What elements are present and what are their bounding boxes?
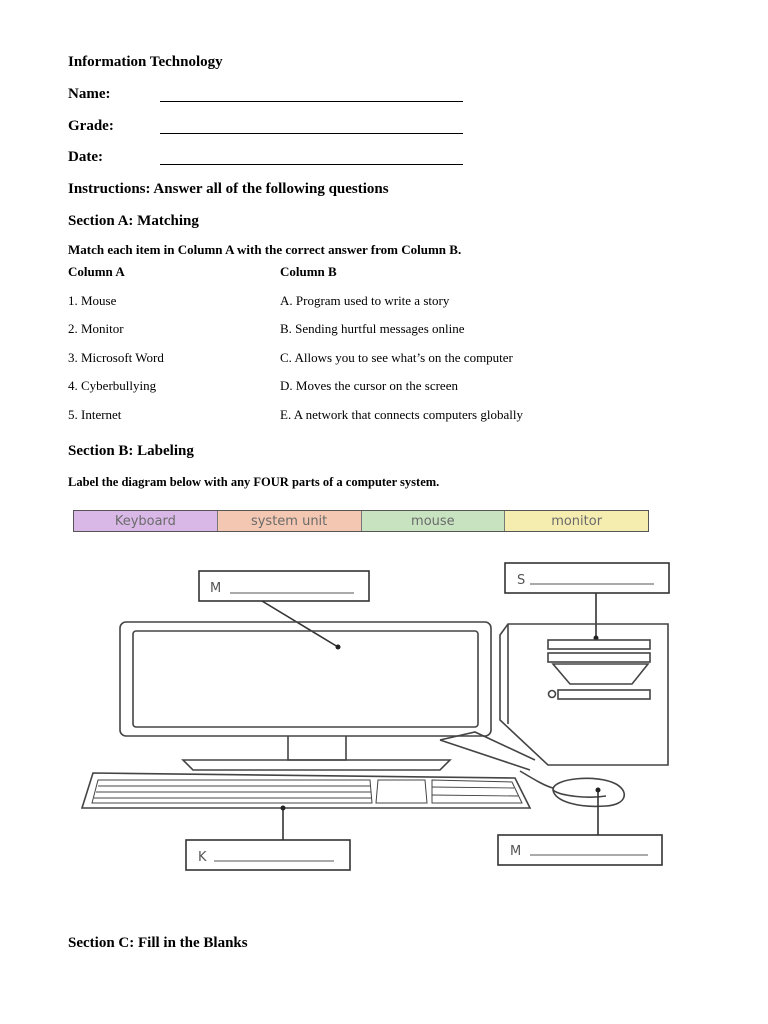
- name-label: Name:: [68, 86, 111, 102]
- keyboard-label-letter: K: [198, 850, 207, 865]
- section-a-title: Section A: Matching: [68, 213, 199, 229]
- column-b-header: Column B: [280, 264, 337, 279]
- mouse-label-letter: M: [510, 844, 522, 859]
- word-bank-monitor: monitor: [505, 511, 648, 531]
- system-unit-drawing: [440, 624, 668, 770]
- column-b-item: A. Program used to write a story: [280, 293, 450, 308]
- section-c-title: Section C: Fill in the Blanks: [68, 935, 248, 951]
- date-label: Date:: [68, 149, 103, 165]
- monitor-drawing: [120, 622, 491, 770]
- instructions: Instructions: Answer all of the following questions: [68, 181, 389, 197]
- mouse-label-box[interactable]: [498, 835, 662, 865]
- subject-title: Information Technology: [68, 54, 223, 70]
- word-bank-mouse: mouse: [362, 511, 506, 531]
- column-a-item: 3. Microsoft Word: [68, 350, 164, 365]
- section-a-instruction: Match each item in Column A with the correct answer from Column B.: [68, 242, 462, 257]
- column-b-item: C. Allows you to see what’s on the computer: [280, 350, 513, 365]
- system-unit-label-letter: S: [517, 573, 526, 588]
- computer-diagram: [0, 540, 768, 900]
- word-bank-system-unit: system unit: [218, 511, 362, 531]
- column-b-item: E. A network that connects computers globally: [280, 407, 523, 422]
- system-unit-label-box[interactable]: [505, 563, 669, 593]
- monitor-label-letter: M: [210, 581, 222, 596]
- section-b-instruction: Label the diagram below with any FOUR parts of a computer system.: [68, 475, 440, 489]
- section-b-title: Section B: Labeling: [68, 443, 194, 459]
- grade-label: Grade:: [68, 118, 114, 134]
- column-b-item: B. Sending hurtful messages online: [280, 321, 465, 336]
- name-blank[interactable]: [160, 86, 463, 102]
- monitor-label-box[interactable]: [199, 571, 369, 601]
- column-a-header: Column A: [68, 264, 125, 279]
- column-a-item: 1. Mouse: [68, 293, 117, 308]
- date-blank[interactable]: [160, 149, 463, 165]
- column-a-item: 2. Monitor: [68, 321, 124, 336]
- grade-blank[interactable]: [160, 118, 463, 134]
- column-b-item: D. Moves the cursor on the screen: [280, 378, 458, 393]
- column-a-item: 4. Cyberbullying: [68, 378, 157, 393]
- keyboard-label-box[interactable]: [186, 840, 350, 870]
- column-a-item: 5. Internet: [68, 407, 122, 422]
- word-bank: [73, 510, 649, 532]
- mouse-drawing: [520, 771, 624, 806]
- word-bank-keyboard: Keyboard: [74, 511, 218, 531]
- keyboard-drawing: [82, 773, 530, 808]
